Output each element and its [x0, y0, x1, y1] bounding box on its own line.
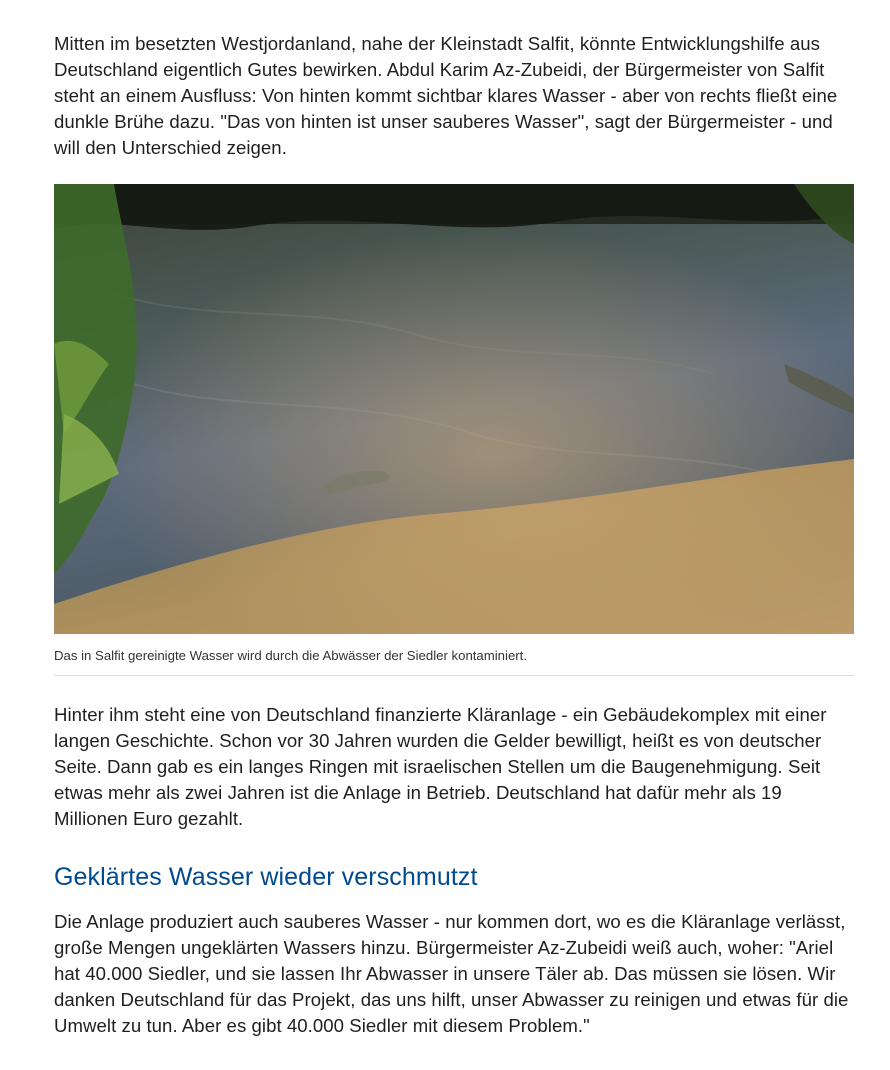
article-paragraph-intro: Mitten im besetzten Westjordanland, nahe der Kleinstadt Salfit, könnte Entwicklungshilfe aus Deutschland eigentlich Gutes bewirken. Abdul Karim Az-Zubeidi, der Bürgermeister von Salfit steht an einem Ausfluss: Von hinten kommt sichtbar klares Wasser - aber von rechts fließt eine dunkle Brühe dazu. "Das von hinten ist unser sauberes Wasser", sagt der Bürgermeister - und will den Unterschied zeigen. — [54, 33, 838, 158]
article-paragraph-treatment-plant: Hinter ihm steht eine von Deutschland finanzierte Kläranlage - ein Gebäudekomplex mit einer langen Geschichte. Schon vor 30 Jahren wurden die Gelder bewilligt, heißt es von deutscher Seite. Dann gab es ein langes Ringen mit israelischen Stellen um die Baugenehmigung. Seit etwas mehr als zwei Jahren ist die Anlage in Betrieb. Deutschland hat dafür mehr als 19 Millionen Euro gezahlt. — [54, 704, 827, 829]
article-paragraph-settlers: Die Anlage produziert auch sauberes Wasser - nur kommen dort, wo es die Kläranlage verlässt, große Mengen ungeklärten Wassers hinzu. Bürgermeister Az-Zubeidi weiß auch, woher: "Ariel hat 40.000 Siedler, und sie lassen Ihr Abwasser in unsere Täler ab. Das müssen sie lösen. Wir danken Deutschland für das Projekt, das uns hilft, unser Abwasser zu reinigen und etwas für die Umwelt zu tun. Aber es gibt 40.000 Siedler mit diesem Problem." — [54, 911, 849, 1036]
water-photo-illustration — [54, 184, 854, 634]
section-subheading: Geklärtes Wasser wieder verschmutzt — [54, 863, 478, 891]
article-figure — [54, 184, 854, 665]
photo-caption: Das in Salfit gereinigte Wasser wird durch die Abwässer der Siedler kontaminiert. — [54, 648, 528, 663]
caption-divider — [54, 675, 854, 676]
article-photo — [54, 184, 854, 634]
